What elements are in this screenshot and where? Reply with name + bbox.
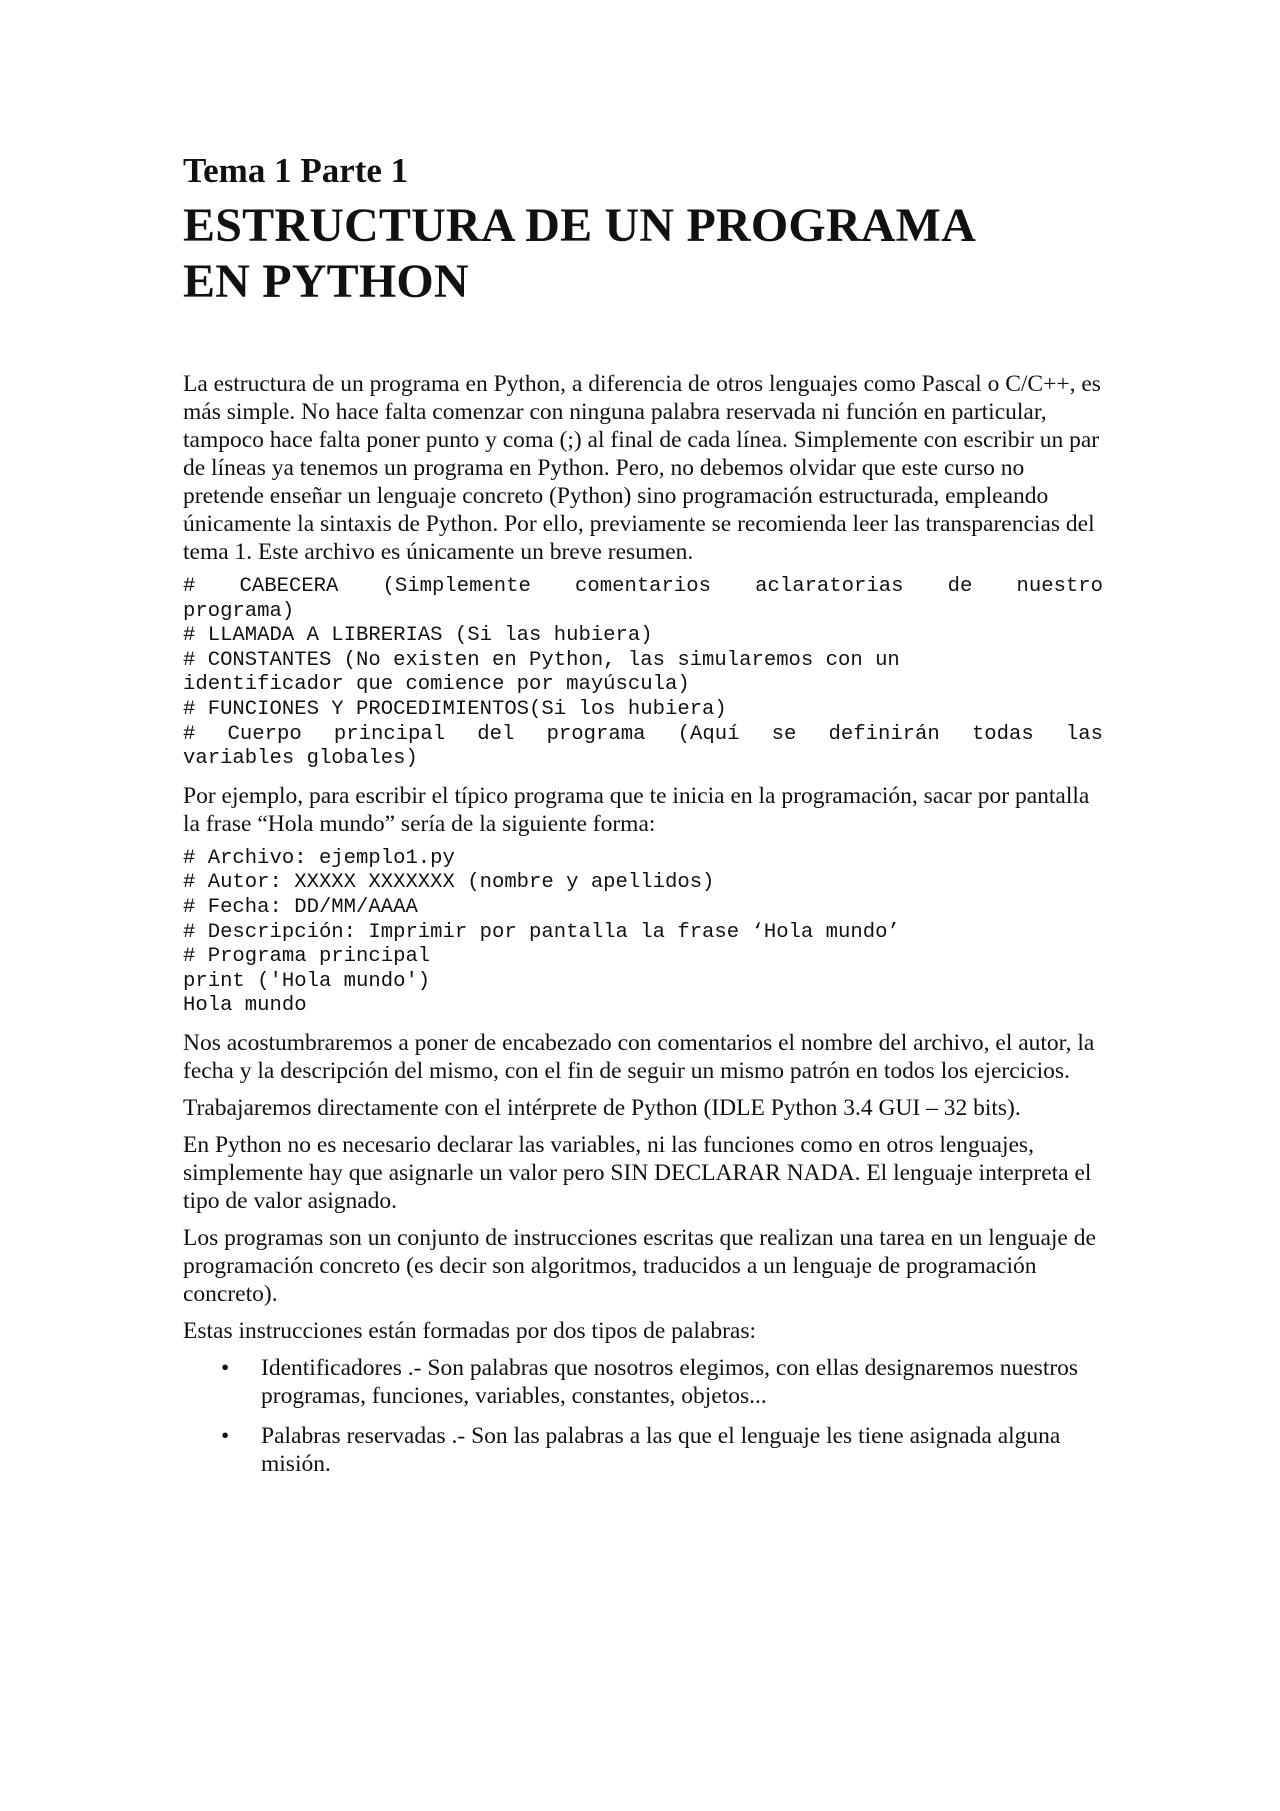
code-line: # CONSTANTES (No existen en Python, las simularemos con un bbox=[183, 648, 900, 672]
list-item-text: Palabras reservadas .- Son las palabras a las que el lenguaje les tiene asignada alguna misión. bbox=[261, 1422, 1061, 1477]
list-item bbox=[183, 1354, 1103, 1410]
structure-code-block bbox=[183, 575, 1103, 772]
intro-paragraph: La estructura de un programa en Python, a diferencia de otros lenguajes como Pascal o C/C++, es más simple. No hace falta comenzar con ninguna palabra reservada ni función en particular, tampoco hace falta poner punto y coma (;) al final de cada línea. Simplemente con escribir un par de líneas ya tenemos un programa en Python. Pero, no debemos olvidar que este curso no pretende enseñar un lenguaje concreto (Python) sino programación estructurada, empleando únicamente la sintaxis de Python. Por ello, previamente se recomienda leer las transparencias del tema 1. Este archivo es únicamente un breve resumen. bbox=[183, 371, 1101, 565]
code-output-line: Hola mundo bbox=[183, 994, 307, 1018]
code-line: # Descripción: Imprimir por pantalla la frase ‘Hola mundo’ bbox=[183, 920, 900, 944]
document-title bbox=[183, 198, 1103, 310]
code-line: # Archivo: ejemplo1.py bbox=[183, 846, 455, 870]
title-line-1: ESTRUCTURA DE UN PROGRAMA bbox=[183, 199, 977, 252]
word-types-list bbox=[183, 1354, 1103, 1478]
document-subtitle: Tema 1 Parte 1 bbox=[183, 151, 409, 190]
code-line: programa) bbox=[183, 599, 295, 623]
list-item bbox=[183, 1422, 1103, 1478]
bullet-icon: • bbox=[221, 1354, 230, 1381]
example-intro-paragraph: Por ejemplo, para escribir el típico programa que te inicia en la programación, sacar por pantalla la frase “Hola mundo” sería de la siguiente forma: bbox=[183, 782, 1090, 837]
code-line: variables globales) bbox=[183, 747, 418, 771]
bullet-icon: • bbox=[221, 1422, 230, 1449]
interpreter-paragraph: Trabajaremos directamente con el intérprete de Python (IDLE Python 3.4 GUI – 32 bits). bbox=[183, 1094, 1021, 1121]
code-line: # Autor: XXXXX XXXXXXX (nombre y apellidos) bbox=[183, 871, 715, 895]
list-item-text: Identificadores .- Son palabras que nosotros elegimos, con ellas designaremos nuestros programas, funciones, variables, constantes, objetos... bbox=[261, 1354, 1079, 1409]
code-line: # Programa principal bbox=[183, 945, 431, 969]
code-line: # CABECERA (Simplemente comentarios aclaratorias de nuestro bbox=[183, 575, 1103, 598]
code-line: print ('Hola mundo') bbox=[183, 969, 431, 993]
no-declare-paragraph: En Python no es necesario declarar las variables, ni las funciones como en otros lenguajes, simplemente hay que asignarle un valor pero SIN DECLARAR NADA. El lenguaje interpreta el tipo de valor asignado. bbox=[183, 1131, 1092, 1214]
code-line: # FUNCIONES Y PROCEDIMIENTOS(Si los hubiera) bbox=[183, 697, 727, 721]
title-line-2: EN PYTHON bbox=[183, 255, 469, 308]
code-line: identificador que comience por mayúscula) bbox=[183, 673, 690, 697]
word-types-paragraph: Estas instrucciones están formadas por dos tipos de palabras: bbox=[183, 1317, 756, 1344]
code-line: # Cuerpo principal del programa (Aquí se definirán todas las bbox=[183, 722, 1103, 746]
header-habit-paragraph: Nos acostumbraremos a poner de encabezado con comentarios el nombre del archivo, el autor, la fecha y la descripción del mismo, con el fin de seguir un mismo patrón en todos los ejercicios. bbox=[183, 1029, 1095, 1084]
code-line: # Fecha: DD/MM/AAAA bbox=[183, 895, 418, 919]
example-code-block bbox=[183, 847, 1103, 1019]
document-page bbox=[183, 150, 1103, 1490]
code-line: # LLAMADA A LIBRERIAS (Si las hubiera) bbox=[183, 624, 653, 648]
programs-paragraph: Los programas son un conjunto de instrucciones escritas que realizan una tarea en un lenguaje de programación concreto (es decir son algoritmos, traducidos a un lenguaje de programación concreto). bbox=[183, 1224, 1096, 1307]
